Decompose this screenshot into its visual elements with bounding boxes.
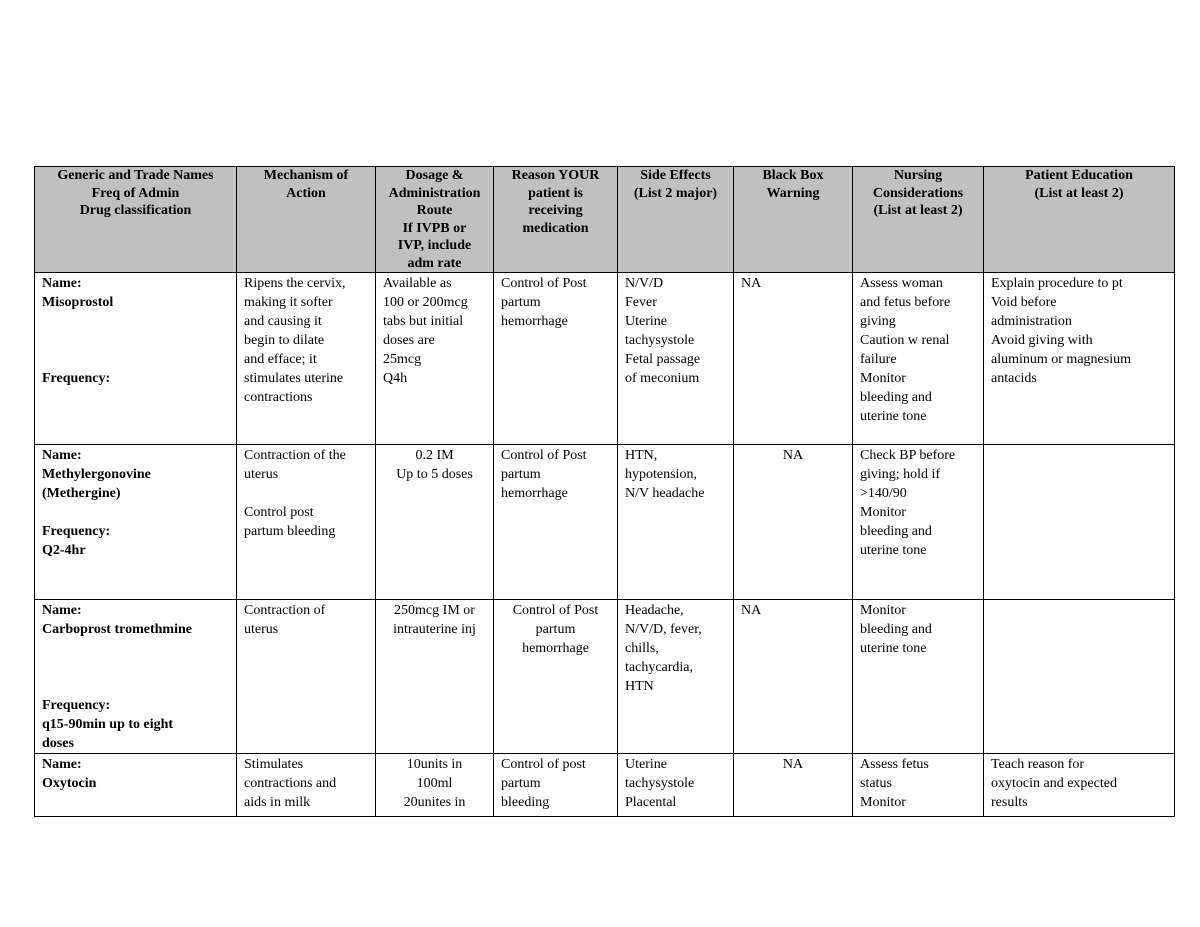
header-line: Considerations [872, 185, 964, 201]
spacer [42, 639, 229, 658]
cell-line: Up to 5 doses [396, 467, 473, 482]
cell-line: contractions and [244, 776, 337, 791]
cell-line: Uterine [625, 757, 667, 772]
cell-line: Monitor [860, 795, 906, 810]
cell-line: oxytocin and expected [991, 776, 1117, 791]
cell-line: 10units in [406, 757, 463, 772]
mechanism-cell [237, 273, 376, 445]
name-label: Name: [42, 276, 82, 291]
cell-line: making it softer [244, 295, 333, 310]
table-row [35, 754, 1175, 817]
header-generic-names [35, 167, 237, 273]
black-box-cell [734, 754, 853, 817]
spacer [42, 658, 229, 677]
black-box-cell [734, 273, 853, 445]
header-line: Nursing [893, 168, 943, 183]
cell-line: status [860, 776, 892, 791]
cell-line: Caution w renal [860, 333, 950, 348]
cell-line: uterus [244, 622, 279, 637]
education-cell [984, 445, 1175, 600]
cell-line: giving; hold if [860, 467, 941, 482]
cell-line: of meconium [625, 371, 700, 386]
reason-cell [494, 754, 618, 817]
header-line: Warning [766, 185, 820, 201]
header-nursing [853, 167, 984, 273]
cell-line: Ripens the cervix, [244, 276, 346, 291]
nursing-cell [853, 600, 984, 754]
cell-line: Control post [244, 505, 314, 520]
name-label: Name: [42, 448, 82, 463]
cell-line: antacids [991, 371, 1037, 386]
black-box-cell [734, 445, 853, 600]
nursing-cell [853, 445, 984, 600]
reason-cell [494, 445, 618, 600]
mechanism-cell [237, 600, 376, 754]
cell-line: >140/90 [860, 486, 907, 501]
header-line: Side Effects [640, 168, 711, 183]
cell-line: Assess fetus [860, 757, 929, 772]
frequency-label: Frequency: [42, 524, 111, 539]
nursing-cell [853, 754, 984, 817]
cell-line: Assess woman [860, 276, 943, 291]
cell-line: partum [501, 295, 541, 310]
cell-line: bleeding [501, 795, 550, 810]
cell-line: Headache, [625, 603, 684, 618]
cell-line: NA [782, 757, 804, 772]
reason-cell [494, 600, 618, 754]
cell-line: hemorrhage [501, 486, 568, 501]
spacer [42, 503, 229, 522]
header-line: Route [416, 203, 453, 218]
cell-line: and efface; it [244, 352, 317, 367]
header-reason [494, 167, 618, 273]
cell-line: Monitor [860, 505, 906, 520]
side-effects-cell [618, 445, 734, 600]
header-line: Action [286, 185, 326, 201]
frequency-value: q15-90min up to eight [42, 717, 174, 732]
side-effects-cell [618, 273, 734, 445]
cell-line: and fetus before [860, 295, 951, 310]
cell-line: contractions [244, 390, 313, 405]
cell-line: 250mcg IM or [394, 603, 475, 618]
education-cell [984, 754, 1175, 817]
cell-line: N/V headache [625, 486, 705, 501]
header-line: medication [522, 220, 589, 236]
table-row [35, 445, 1175, 600]
cell-line: Fever [625, 295, 657, 310]
cell-line: Avoid giving with [991, 333, 1093, 348]
header-line: Generic and Trade Names [57, 168, 214, 183]
cell-line: Control of Post [512, 603, 599, 618]
cell-line: stimulates uterine [244, 371, 344, 386]
cell-line: doses are [383, 333, 435, 348]
drug-name-cell [35, 754, 237, 817]
cell-line: Contraction of [244, 603, 326, 618]
header-line: adm rate [407, 255, 462, 271]
mechanism-cell [237, 754, 376, 817]
cell-line: partum [501, 467, 541, 482]
header-line: Patient Education [1025, 168, 1133, 183]
spacer [42, 312, 229, 331]
frequency-label: Frequency: [42, 698, 111, 713]
education-cell [984, 600, 1175, 754]
cell-line: Uterine [625, 314, 667, 329]
header-line: IVP, include [397, 238, 472, 253]
cell-line: aluminum or magnesium [991, 352, 1131, 367]
name-label: Name: [42, 603, 82, 618]
cell-line: tabs but initial [383, 314, 464, 329]
cell-line: 100ml [416, 776, 453, 791]
cell-line: and causing it [244, 314, 322, 329]
cell-line: Monitor [860, 371, 906, 386]
cell-line: Control of post [501, 757, 586, 772]
spacer [42, 350, 229, 369]
header-education [984, 167, 1175, 273]
cell-line: results [991, 795, 1028, 810]
spacer [42, 677, 229, 696]
cell-line: 0.2 IM [415, 448, 454, 463]
cell-line: N/V/D [625, 276, 664, 291]
cell-line: hemorrhage [501, 314, 568, 329]
cell-line: 20unites in [403, 795, 466, 810]
cell-line: Available as [383, 276, 452, 291]
cell-line: Check BP before [860, 448, 956, 463]
frequency-value: Q2-4hr [42, 543, 86, 558]
dosage-cell [376, 273, 494, 445]
cell-line: giving [860, 314, 896, 329]
frequency-value: doses [42, 736, 74, 751]
header-line: If IVPB or [402, 220, 467, 236]
frequency-label: Frequency: [42, 371, 111, 386]
cell-line: partum [535, 622, 576, 637]
cell-line: uterus [244, 467, 279, 482]
cell-line: partum [501, 776, 541, 791]
cell-line: 100 or 200mcg [383, 295, 468, 310]
cell-line: Void before [991, 295, 1057, 310]
cell-line: Control of Post [501, 276, 587, 291]
education-cell [984, 273, 1175, 445]
cell-line: uterine tone [860, 409, 927, 424]
drug-name: Methylergonovine [42, 467, 151, 482]
header-line: Freq of Admin [91, 185, 180, 201]
dosage-cell [376, 754, 494, 817]
cell-line: hemorrhage [522, 641, 589, 656]
cell-line: Q4h [383, 371, 408, 386]
header-side-effects [618, 167, 734, 273]
mechanism-cell [237, 445, 376, 600]
cell-line: Placental [625, 795, 677, 810]
header-mechanism [237, 167, 376, 273]
cell-line [244, 484, 368, 503]
header-line: Administration [388, 185, 481, 201]
drug-name-cell [35, 445, 237, 600]
cell-line: Stimulates [244, 757, 304, 772]
cell-line: bleeding and [860, 524, 932, 539]
cell-line: HTN [625, 679, 654, 694]
cell-line: bleeding and [860, 622, 932, 637]
dosage-cell [376, 445, 494, 600]
cell-line: bleeding and [860, 390, 932, 405]
cell-line: HTN, [625, 448, 658, 463]
medication-table [34, 166, 1175, 817]
header-line: Dosage & [405, 168, 464, 183]
spacer [42, 331, 229, 350]
side-effects-cell [618, 600, 734, 754]
drug-name-cell [35, 600, 237, 754]
drug-name: Oxytocin [42, 776, 97, 791]
cell-line: uterine tone [860, 641, 927, 656]
header-line: Mechanism of [263, 168, 349, 183]
cell-line: Monitor [860, 603, 906, 618]
table-body [35, 273, 1175, 817]
cell-line: hypotension, [625, 467, 697, 482]
cell-line: Control of Post [501, 448, 587, 463]
cell-line: N/V/D, fever, [625, 622, 702, 637]
black-box-cell [734, 600, 853, 754]
header-dosage [376, 167, 494, 273]
drug-name: (Methergine) [42, 486, 121, 501]
header-line: patient is [528, 185, 583, 201]
cell-line: Contraction of the [244, 448, 346, 463]
cell-line: Teach reason for [991, 757, 1085, 772]
header-line: Black Box [762, 168, 824, 183]
dosage-cell [376, 600, 494, 754]
cell-line: Explain procedure to pt [991, 276, 1123, 291]
side-effects-cell [618, 754, 734, 817]
header-line: (List at least 2) [873, 203, 963, 218]
cell-line: tachysystole [625, 776, 695, 791]
table-row [35, 600, 1175, 754]
cell-line: intrauterine inj [393, 622, 476, 637]
cell-line: aids in milk [244, 795, 311, 810]
header-line: (List at least 2) [1034, 185, 1124, 201]
cell-line: chills, [625, 641, 659, 656]
table-row [35, 273, 1175, 445]
cell-line: NA [741, 276, 762, 291]
cell-line: NA [741, 603, 762, 618]
header-line: Reason YOUR [511, 168, 600, 183]
header-black-box [734, 167, 853, 273]
cell-line: NA [782, 448, 804, 463]
cell-line: partum bleeding [244, 524, 336, 539]
reason-cell [494, 273, 618, 445]
header-line: Drug classification [79, 203, 192, 218]
header-line: receiving [528, 203, 583, 218]
name-label: Name: [42, 757, 82, 772]
cell-line: failure [860, 352, 897, 367]
cell-line: administration [991, 314, 1072, 329]
drug-name-cell [35, 273, 237, 445]
cell-line: 25mcg [383, 352, 422, 367]
drug-name: Misoprostol [42, 295, 114, 310]
cell-line: tachysystole [625, 333, 695, 348]
header-line: (List 2 major) [633, 185, 718, 201]
drug-name: Carboprost tromethmine [42, 622, 192, 637]
cell-line: uterine tone [860, 543, 927, 558]
cell-line: begin to dilate [244, 333, 325, 348]
nursing-cell [853, 273, 984, 445]
cell-line: tachycardia, [625, 660, 694, 675]
header-row [35, 167, 1175, 273]
cell-line: Fetal passage [625, 352, 701, 367]
